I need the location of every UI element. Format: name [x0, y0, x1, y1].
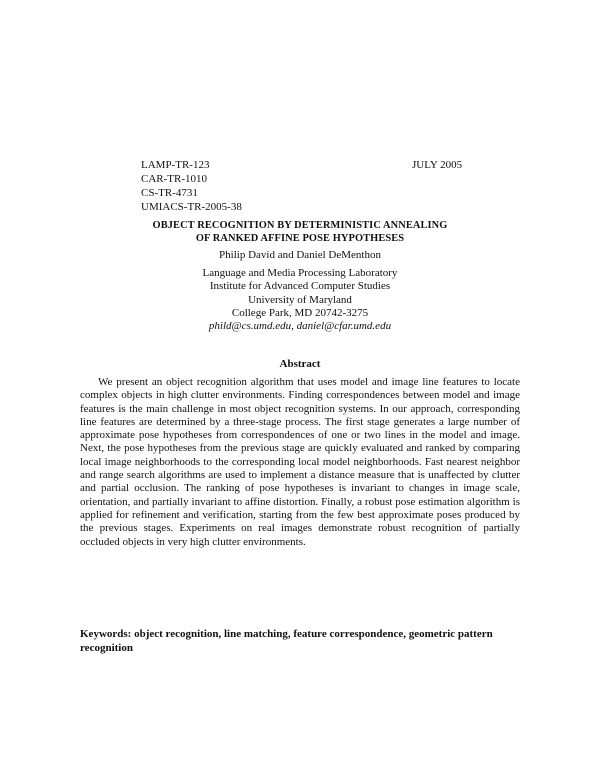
report-date: JULY 2005	[412, 159, 463, 171]
affiliation	[0, 267, 600, 333]
author-emails: phild@cs.umd.edu, daniel@cfar.umd.edu	[208, 320, 392, 333]
report-number: CAR-TR-1010	[141, 173, 207, 185]
keywords: Keywords: object recognition, line matching, feature correspondence, geometric pattern recognition	[80, 628, 493, 654]
abstract-text: We present an object recognition algorithm that uses model and image line features to locate complex objects in high clutter environments. Finding correspondences between model and image features is the main challenge in most object recognition systems. In our approach, corresponding line features are determined by a three-stage process. The first stage generates a large number of approximate pose hypotheses from correspondences of one or two lines in the model and image. Next, the pose hypotheses from the previous stage are quickly evaluated and ranked by comparing local image neighborhoods to the corresponding local model neighborhoods. Fast nearest neighbor and range search algorithms are used to implement a distance measure that is unaffected by clutter and partial occlusion. The ranking of pose hypotheses is invariant to changes in image scale, orientation, and partially invariant to affine distortion. Finally, a robust pose estimation algorithm is applied for refinement and verification, starting from the few best approximate poses produced by the previous stages. Experiments on real images demonstrate robust recognition of partially occluded objects in very high clutter environments.	[80, 376, 520, 548]
affiliation-line: Institute for Advanced Computer Studies	[209, 280, 391, 293]
report-number: CS-TR-4731	[141, 187, 198, 199]
report-numbers	[141, 158, 242, 214]
affiliation-line: Language and Media Processing Laboratory	[202, 267, 398, 279]
paper-title	[0, 219, 600, 245]
abstract-heading: Abstract	[279, 358, 321, 370]
authors: Philip David and Daniel DeMenthon	[219, 249, 381, 261]
report-number: LAMP-TR-123	[141, 159, 210, 171]
paper-title-line: OF RANKED AFFINE POSE HYPOTHESES	[195, 233, 405, 244]
affiliation-line: College Park, MD 20742-3275	[231, 306, 369, 319]
affiliation-line: University of Maryland	[248, 293, 352, 306]
paper-title-line: OBJECT RECOGNITION BY DETERMINISTIC ANNEALING	[152, 220, 448, 231]
report-number: UMIACS-TR-2005-38	[141, 201, 242, 213]
